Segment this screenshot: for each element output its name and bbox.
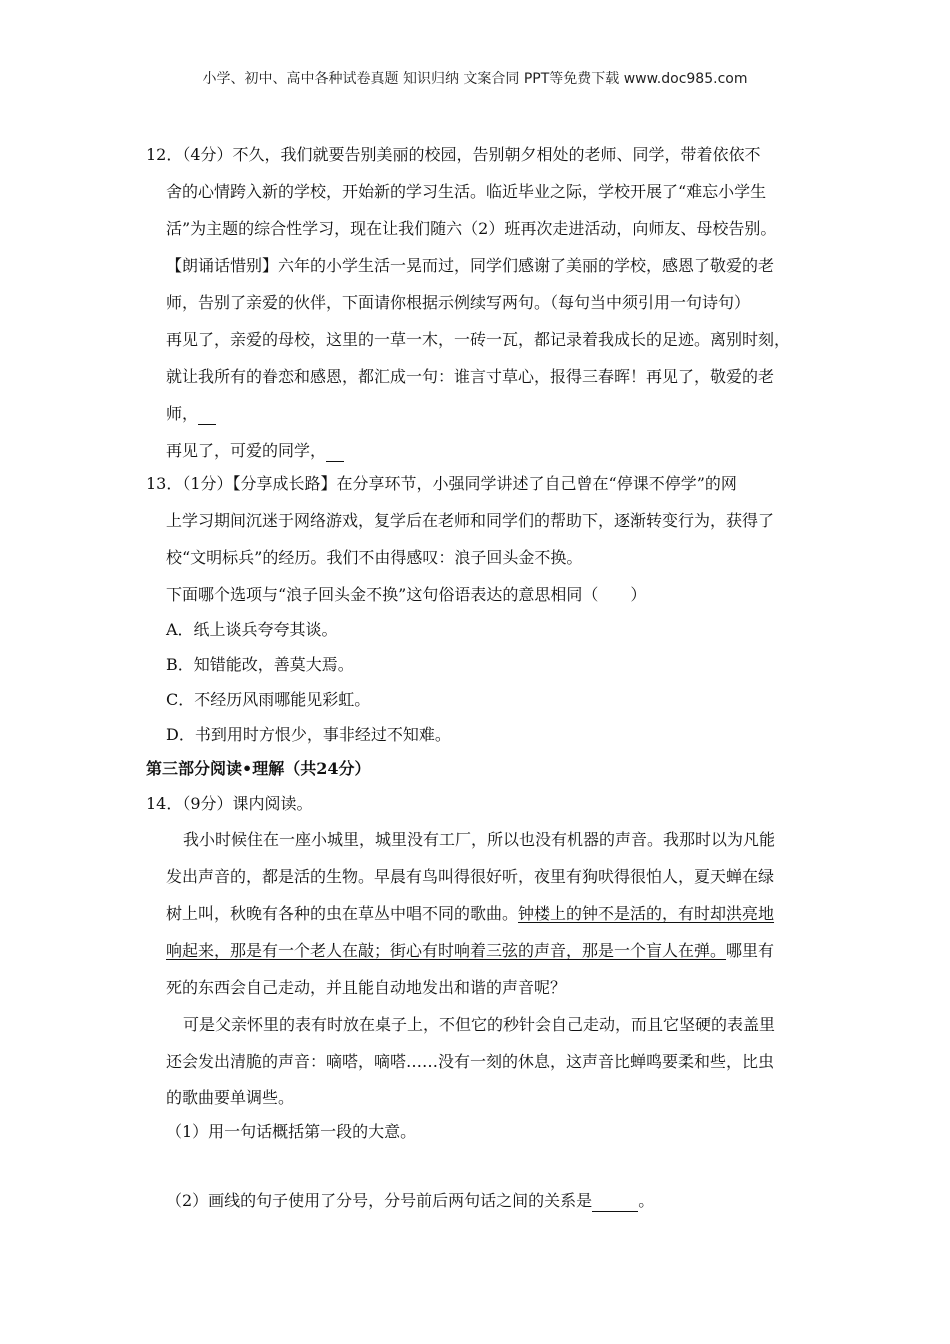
q12-line-3: 活”为主题的综合性学习，现在让我们随六（2）班再次走进活动，向师友、母校告别。 — [166, 219, 777, 238]
q14-sub-question-2 — [166, 1190, 654, 1212]
q12-line-4: 【朗诵话惜别】六年的小学生活一晃而过，同学们感谢了美丽的学校，感恩了敬爱的老 — [166, 256, 775, 275]
q13-option-d[interactable]: D．书到用时方恨少，事非经过不知难。 — [166, 725, 451, 744]
q13-option-c[interactable]: C．不经历风雨哪能见彩虹。 — [166, 690, 371, 709]
q14-p1-line-4 — [166, 940, 774, 962]
q13-line-1: 13．（1分）【分享成长路】在分享环节，小强同学讲述了自己曾在“停课不停学”的网 — [146, 474, 737, 493]
q12-line-5: 师，告别了亲爱的伙伴，下面请你根据示例续写两句。（每句当中须引用一句诗句） — [166, 293, 751, 312]
q12-classmate-line — [166, 440, 344, 462]
underlined-sentence-part-2: 响起来，那是有一个老人在敲；街心有时响着三弦的声音，那是一个盲人在弹。 — [166, 941, 727, 960]
q12-line-6: 再见了，亲爱的母校，这里的一草一木，一砖一瓦，都记录着我成长的足迹。离别时刻， — [166, 330, 791, 349]
answer-blank-teacher[interactable] — [198, 406, 216, 425]
q14-p2-line-2: 还会发出清脆的声音：嘀嗒，嘀嗒……没有一刻的休息，这声音比蝉鸣要柔和些，比虫 — [166, 1052, 775, 1071]
answer-blank-classmate[interactable] — [326, 443, 344, 462]
answer-blank-relation[interactable] — [592, 1193, 638, 1212]
q12-line-7: 就让我所有的眷恋和感恩，都汇成一句：谁言寸草心，报得三春晖！再见了，敬爱的老 — [166, 367, 775, 386]
q13-line-3: 校“文明标兵”的经历。我们不由得感叹：浪子回头金不换。 — [166, 548, 583, 567]
q14-sub-question-1: （1）用一句话概括第一段的大意。 — [166, 1122, 417, 1141]
q14-p2-line-3: 的歌曲要单调些。 — [166, 1088, 295, 1107]
q12-line-8: 师， — [166, 404, 199, 423]
q12-line-2: 舍的心情跨入新的学校，开始新的学习生活。临近毕业之际，学校开展了“难忘小学生 — [166, 182, 767, 201]
q13-prompt: 下面哪个选项与“浪子回头金不换”这句俗语表达的意思相同（ ） — [166, 585, 647, 604]
q14-sub2-end: 。 — [638, 1191, 655, 1210]
page-header: 小学、初中、高中各种试卷真题 知识归纳 文案合同 PPT等免费下载 www.doc985.com — [202, 71, 748, 87]
q12-line-1: 12．（4分）不久，我们就要告别美丽的校园，告别朝夕相处的老师、同学，带着依依不 — [146, 145, 761, 164]
q14-line-1: 14．（9分）课内阅读。 — [146, 794, 313, 813]
q14-p1-line-3 — [166, 903, 774, 925]
q14-p1-text-4: 哪里有 — [726, 941, 775, 960]
q13-option-a[interactable]: A．纸上谈兵夸夸其谈。 — [166, 620, 338, 639]
q12-teacher-line — [166, 403, 216, 425]
q14-p2-line-1: 可是父亲怀里的表有时放在桌子上，不但它的秒针会自己走动，而且它坚硬的表盖里 — [183, 1015, 776, 1034]
q14-p1-line-2: 发出声音的，都是活的生物。早晨有鸟叫得很好听，夜里有狗吠得很怕人，夏天蝉在绿 — [166, 867, 775, 886]
q14-sub2-text: （2）画线的句子使用了分号，分号前后两句话之间的关系是 — [166, 1191, 593, 1210]
underlined-sentence-part-1: 钟楼上的钟不是活的，有时却洪亮地 — [518, 904, 775, 923]
q12-line-9: 再见了，可爱的同学， — [166, 441, 327, 460]
q13-line-2: 上学习期间沉迷于网络游戏，复学后在老师和同学们的帮助下，逐渐转变行为，获得了 — [166, 511, 775, 530]
q14-p1-text-3: 树上叫，秋晚有各种的虫在草丛中唱不同的歌曲。 — [166, 904, 519, 923]
q14-p1-line-1: 我小时候住在一座小城里，城里没有工厂，所以也没有机器的声音。我那时以为凡能 — [183, 830, 776, 849]
q13-option-b[interactable]: B．知错能改，善莫大焉。 — [166, 655, 354, 674]
q14-p1-line-5: 死的东西会自己走动，并且能自动地发出和谐的声音呢？ — [166, 978, 567, 997]
section3-title: 第三部分阅读•理解（共24分） — [146, 759, 371, 778]
